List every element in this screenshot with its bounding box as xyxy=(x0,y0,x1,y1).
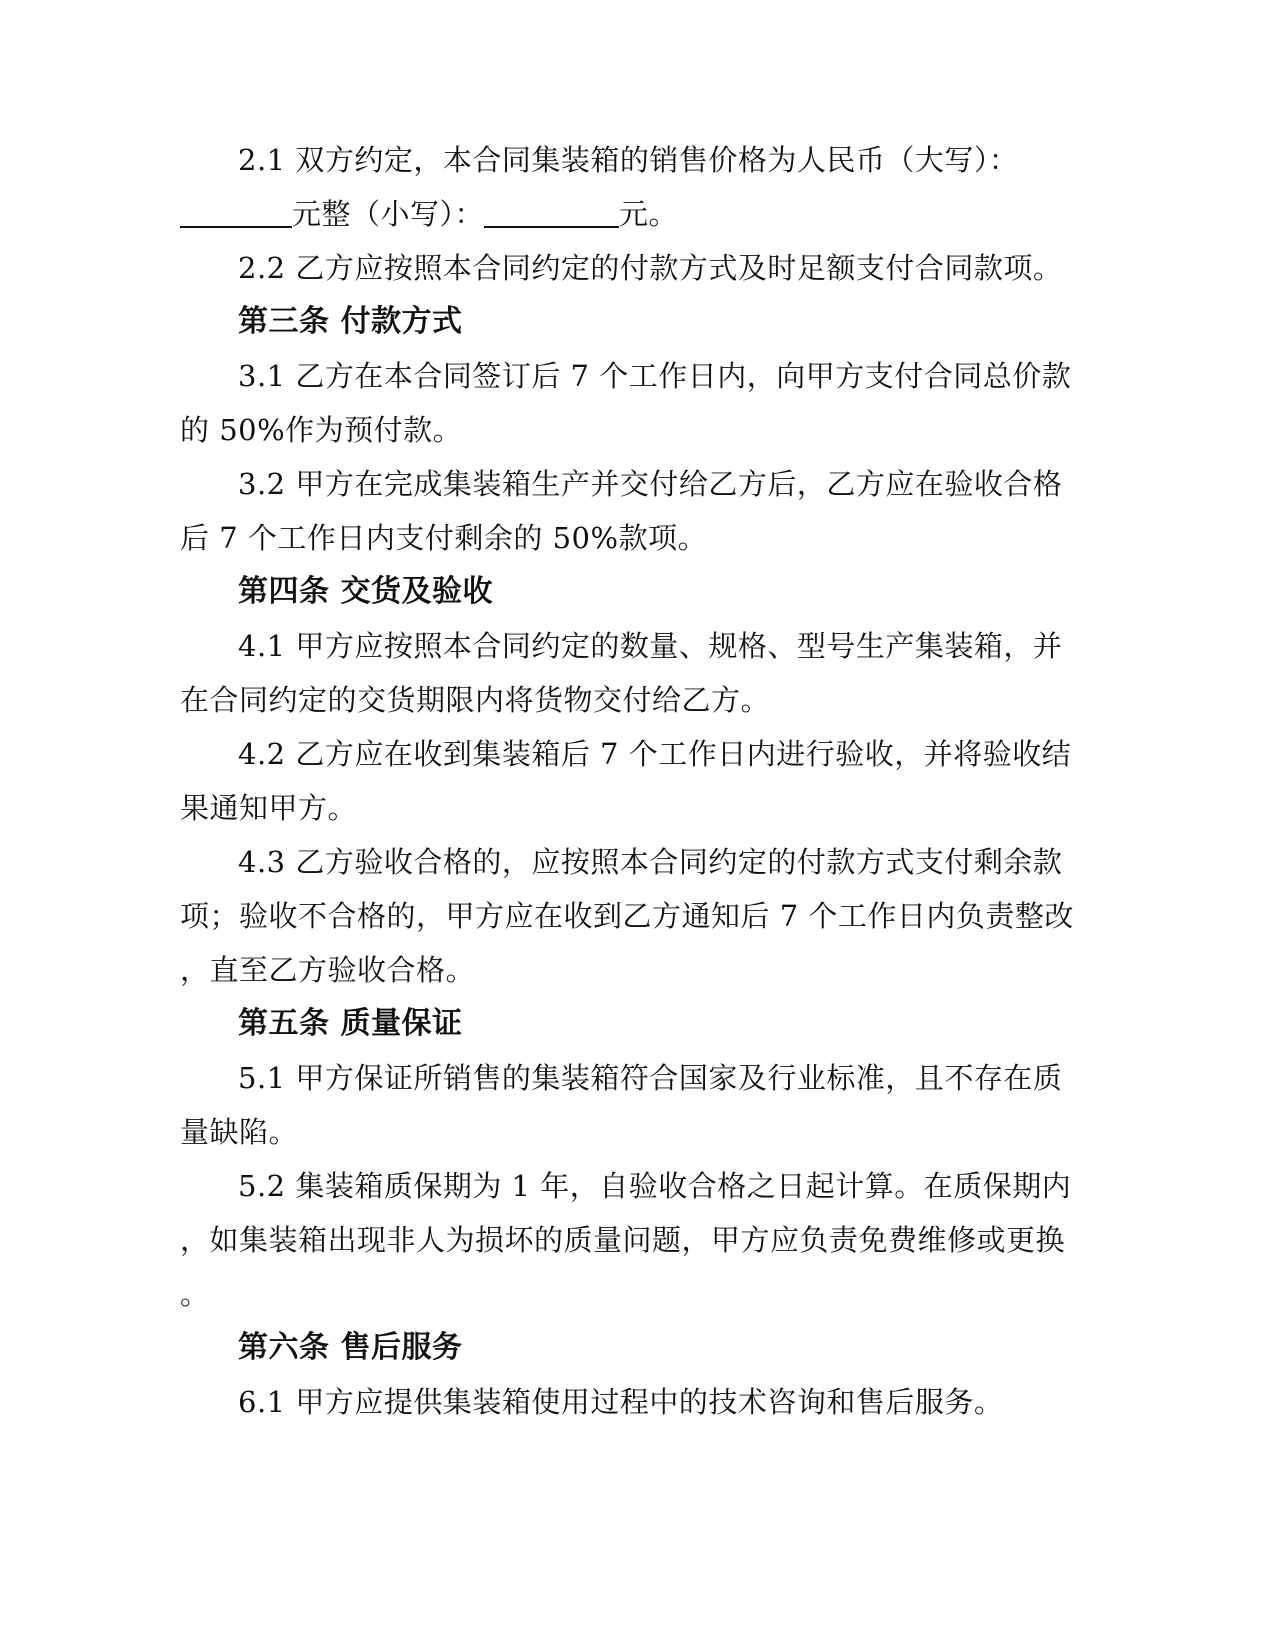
document-line xyxy=(180,1051,1080,1105)
document-line xyxy=(180,1375,1080,1429)
text-run: 5.1 甲方保证所销售的集装箱符合国家及行业标准，且不存在质 xyxy=(238,1061,1063,1095)
document-line xyxy=(180,1159,1080,1213)
text-run: 3.2 甲方在完成集装箱生产并交付给乙方后，乙方应在验收合格 xyxy=(238,467,1063,501)
document-line xyxy=(180,835,1080,889)
document-line xyxy=(180,457,1080,511)
document-line xyxy=(180,241,1080,295)
text-run: 4.2 乙方应在收到集装箱后 7 个工作日内进行验收，并将验收结 xyxy=(238,737,1072,771)
document-line xyxy=(180,511,1080,565)
text-run: ，如集装箱出现非人为损坏的质量问题，甲方应负责免费维修或更换 xyxy=(180,1223,1066,1257)
document-line xyxy=(180,187,1080,241)
text-run: 2.2 乙方应按照本合同约定的付款方式及时足额支付合同款项。 xyxy=(238,251,1063,285)
text-run: 量缺陷。 xyxy=(180,1115,299,1149)
text-run: ，直至乙方验收合格。 xyxy=(180,953,476,987)
document-line xyxy=(180,889,1080,943)
document-line xyxy=(180,781,1080,835)
section-heading xyxy=(180,997,1080,1051)
text-run: 4.3 乙方验收合格的，应按照本合同约定的付款方式支付剩余款 xyxy=(238,845,1063,879)
text-run: 第三条 付款方式 xyxy=(238,304,463,339)
text-run: 果通知甲方。 xyxy=(180,791,358,825)
document-line xyxy=(180,1105,1080,1159)
text-run: 的 50%作为预付款。 xyxy=(180,413,463,447)
fill-in-blank-underline xyxy=(180,196,292,228)
fill-in-blank-underline xyxy=(484,196,619,228)
text-run: 元。 xyxy=(619,197,679,231)
text-run: 4.1 甲方应按照本合同约定的数量、规格、型号生产集装箱，并 xyxy=(238,629,1063,663)
text-run: 第五条 质量保证 xyxy=(238,1006,463,1041)
document-line xyxy=(180,1213,1080,1267)
section-heading xyxy=(180,1321,1080,1375)
document-line xyxy=(180,1267,1080,1321)
document-line xyxy=(180,943,1080,997)
text-run: 5.2 集装箱质保期为 1 年，自验收合格之日起计算。在质保期内 xyxy=(238,1169,1072,1203)
text-run: 在合同约定的交货期限内将货物交付给乙方。 xyxy=(180,683,771,717)
section-heading xyxy=(180,295,1080,349)
text-run: 后 7 个工作日内支付剩余的 50%款项。 xyxy=(180,521,708,555)
text-run: 3.1 乙方在本合同签订后 7 个工作日内，向甲方支付合同总价款 xyxy=(238,359,1072,393)
text-run: 2.1 双方约定，本合同集装箱的销售价格为人民币（大写）： xyxy=(238,143,1019,177)
section-heading xyxy=(180,565,1080,619)
document-line xyxy=(180,673,1080,727)
text-run: 6.1 甲方应提供集装箱使用过程中的技术咨询和售后服务。 xyxy=(238,1385,1004,1419)
text-run: 元整（小写）： xyxy=(292,197,485,231)
document-line xyxy=(180,727,1080,781)
text-run: 第四条 交货及验收 xyxy=(238,574,493,609)
document-line xyxy=(180,349,1080,403)
document-line xyxy=(180,133,1080,187)
text-run: 项；验收不合格的，甲方应在收到乙方通知后 7 个工作日内负责整改 xyxy=(180,899,1074,933)
text-run: 。 xyxy=(180,1277,210,1311)
document-line xyxy=(180,403,1080,457)
text-run: 第六条 售后服务 xyxy=(238,1330,463,1365)
contract-body xyxy=(180,133,1080,1429)
document-line xyxy=(180,619,1080,673)
